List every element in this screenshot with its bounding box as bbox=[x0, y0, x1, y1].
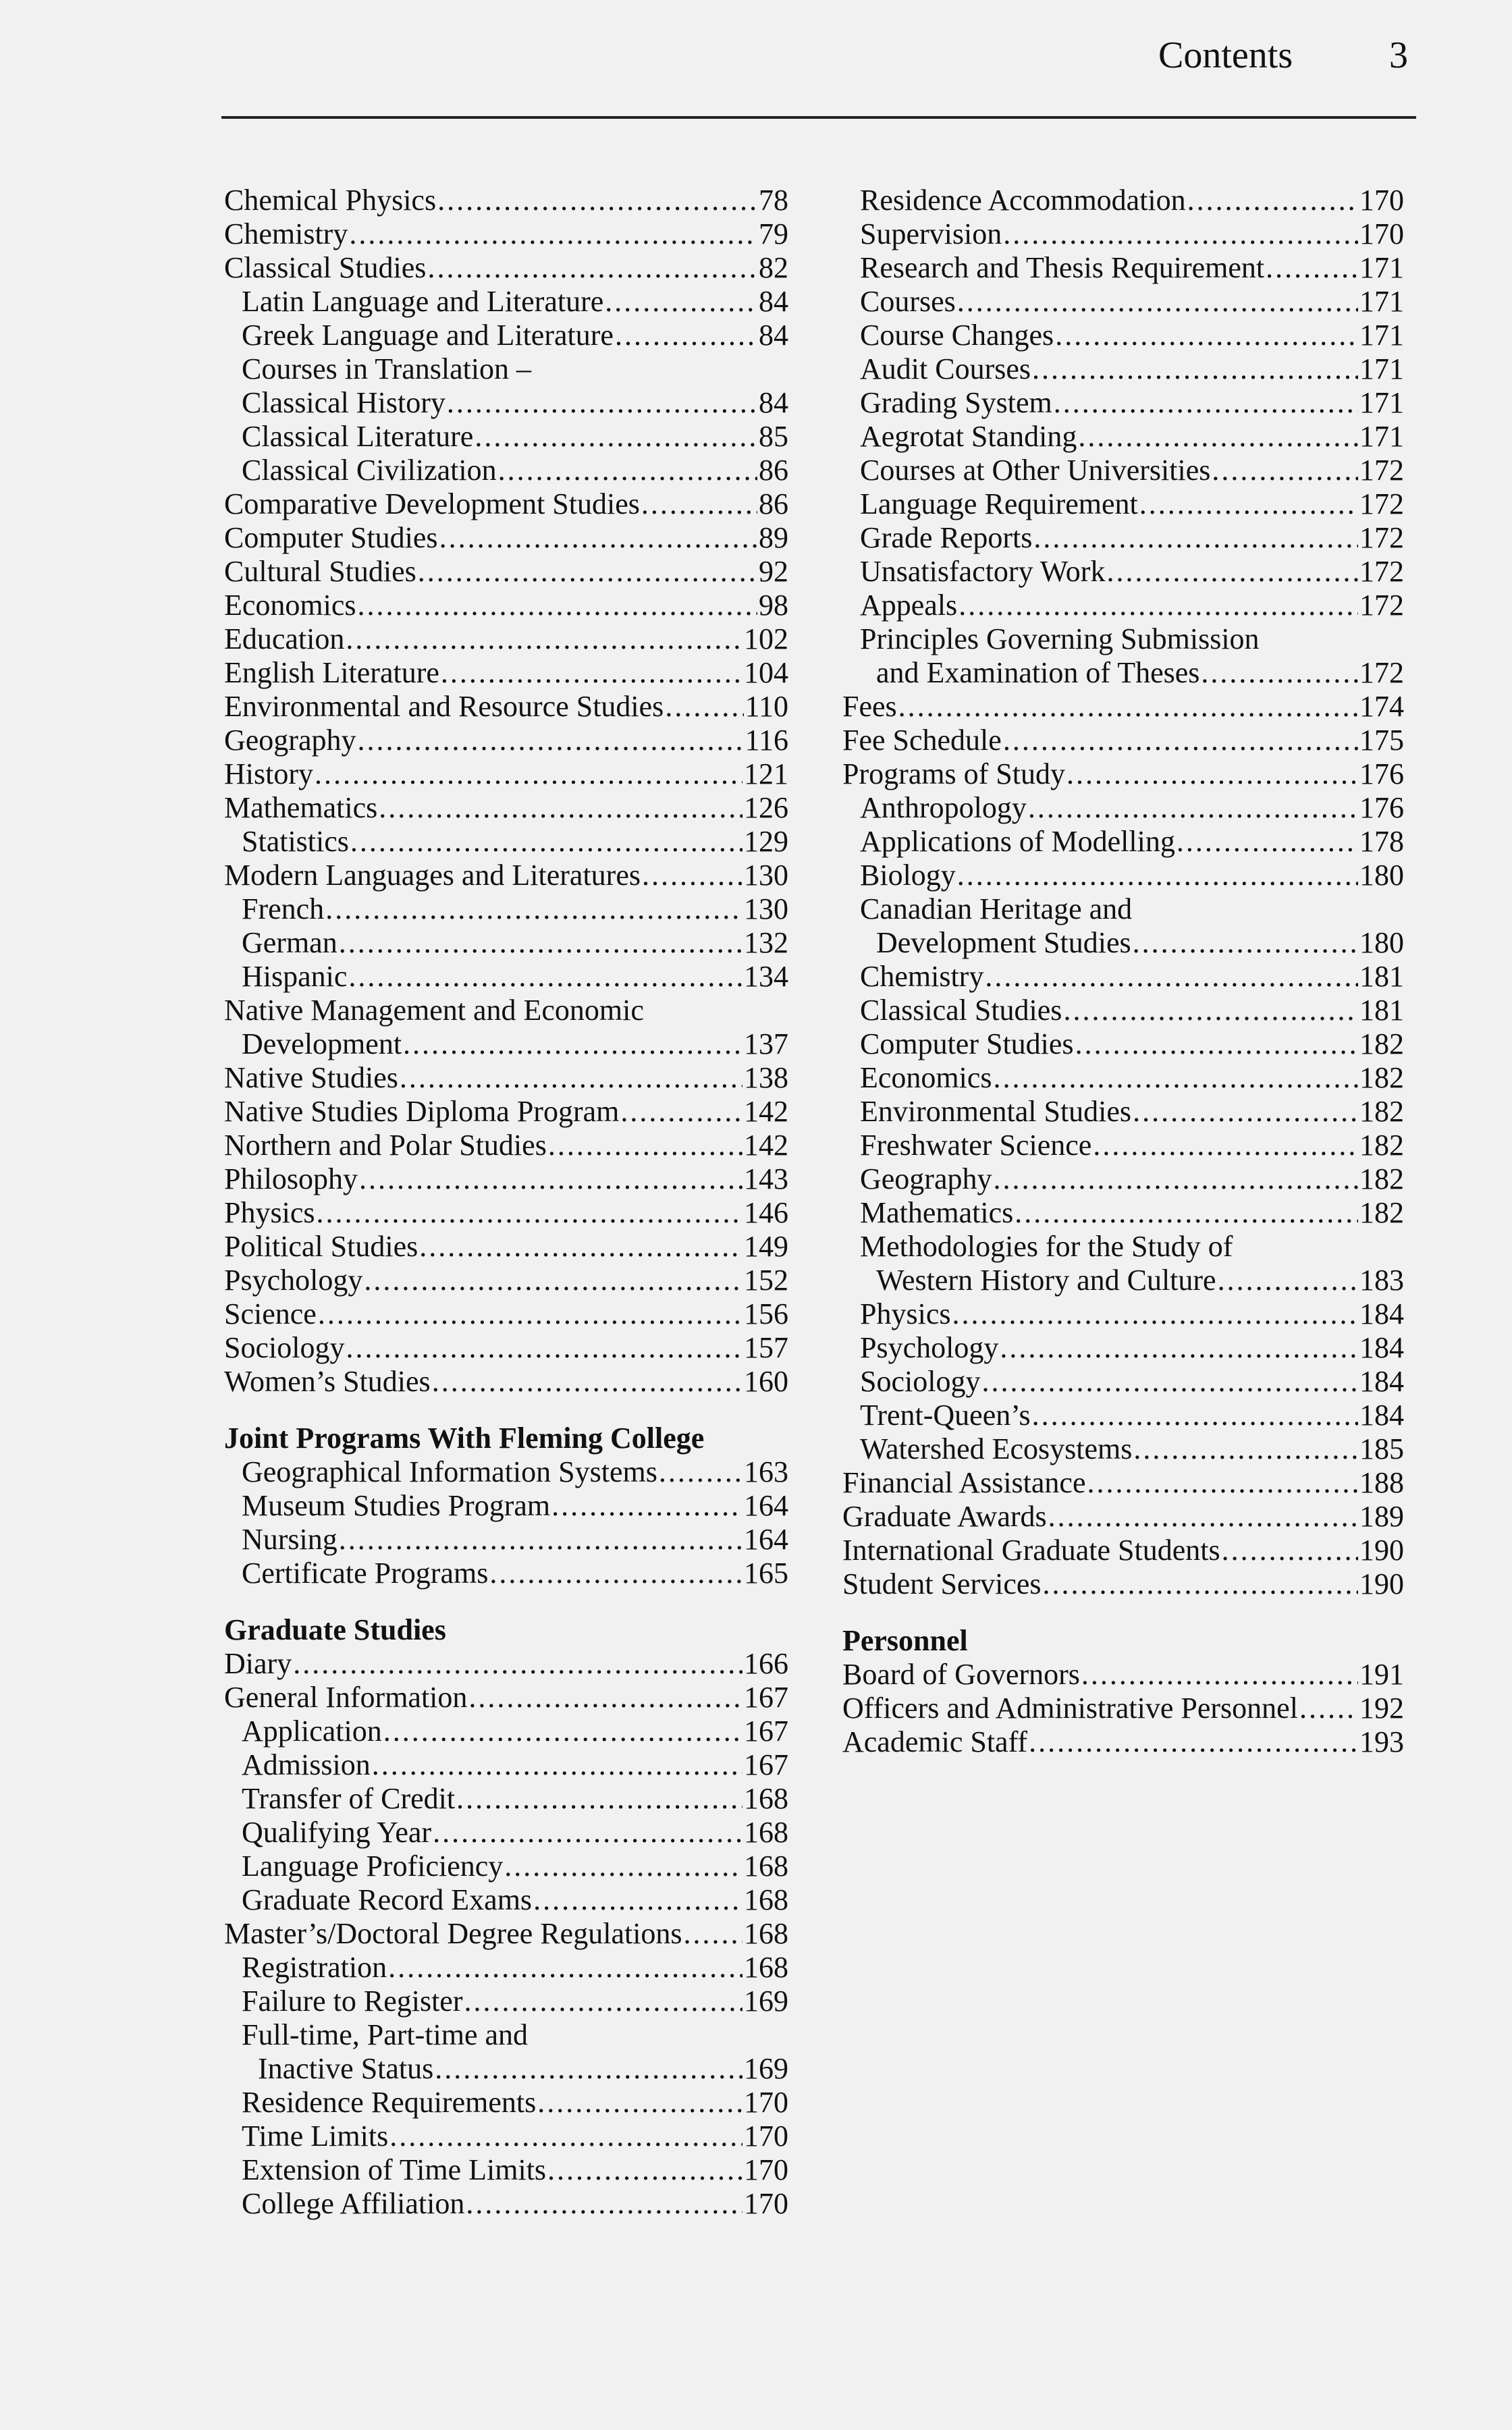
toc-entry: Comparative Development Studies ..... 86 bbox=[224, 487, 788, 521]
toc-right-column bbox=[842, 184, 1404, 1759]
toc-entry: Women’s Studies ..... 160 bbox=[224, 1365, 788, 1399]
toc-entry: Philosophy ..... 143 bbox=[224, 1162, 788, 1196]
toc-entry: Financial Assistance ..... 188 bbox=[842, 1466, 1404, 1500]
toc-entry: Physics ..... 184 bbox=[842, 1297, 1404, 1331]
toc-entry: Hispanic ..... 134 bbox=[224, 960, 788, 994]
toc-entry: Chemistry ..... 79 bbox=[224, 217, 788, 251]
toc-entry-line: Methodologies for the Study of bbox=[860, 1230, 1233, 1263]
toc-entry: Physics ..... 146 bbox=[224, 1196, 788, 1230]
toc-entry: Freshwater Science ..... 182 bbox=[842, 1129, 1404, 1162]
toc-entry: Graduate Awards ..... 189 bbox=[842, 1500, 1404, 1534]
toc-entry: and Examination of Theses ..... 172 bbox=[842, 656, 1404, 690]
toc-entry: Graduate Record Exams ..... 168 bbox=[224, 1883, 788, 1917]
toc-entry: Grading System ..... 171 bbox=[842, 386, 1404, 420]
toc-entry: Classical Studies ..... 82 bbox=[224, 251, 788, 285]
toc-entry: Registration ..... 168 bbox=[224, 1951, 788, 1985]
toc-entry: Classical Studies ..... 181 bbox=[842, 994, 1404, 1027]
section-heading-fleming: Joint Programs With Fleming College bbox=[224, 1422, 705, 1455]
toc-entry: Development Studies ..... 180 bbox=[842, 926, 1404, 960]
toc-entry: German ..... 132 bbox=[224, 926, 788, 960]
toc-entry: Geographical Information Systems ..... 163 bbox=[224, 1455, 788, 1489]
toc-entry: General Information ..... 167 bbox=[224, 1681, 788, 1714]
toc-entry: Applications of Modelling ..... 178 bbox=[842, 825, 1404, 859]
toc-entry: Trent-Queen’s ..... 184 bbox=[842, 1399, 1404, 1432]
toc-entry: Sociology ..... 184 bbox=[842, 1365, 1404, 1399]
toc-entry: International Graduate Students ..... 190 bbox=[842, 1534, 1404, 1567]
toc-entry: Time Limits ..... 170 bbox=[224, 2120, 788, 2153]
toc-entry: Application ..... 167 bbox=[224, 1714, 788, 1748]
header-title: Contents bbox=[1158, 34, 1293, 76]
toc-entry: Unsatisfactory Work ..... 172 bbox=[842, 555, 1404, 589]
toc-entry-line: Canadian Heritage and bbox=[860, 892, 1133, 925]
toc-entry: Research and Thesis Requirement ..... 171 bbox=[842, 251, 1404, 285]
toc-entry: Nursing ..... 164 bbox=[224, 1523, 788, 1557]
header-rule bbox=[221, 116, 1416, 119]
toc-entry: Classical History ..... 84 bbox=[224, 386, 788, 420]
toc-entry: Aegrotat Standing ..... 171 bbox=[842, 420, 1404, 454]
toc-entry-line: Full-time, Part-time and bbox=[242, 2018, 529, 2051]
toc-entry: Classical Civilization ..... 86 bbox=[224, 454, 788, 487]
toc-entry: Fees ..... 174 bbox=[842, 690, 1404, 724]
toc-entry: Geography ..... 116 bbox=[224, 724, 788, 757]
toc-entry: Grade Reports ..... 172 bbox=[842, 521, 1404, 555]
toc-entry: Education ..... 102 bbox=[224, 622, 788, 656]
toc-entry: Latin Language and Literature ..... 84 bbox=[224, 285, 788, 319]
toc-entry: Diary ..... 166 bbox=[224, 1647, 788, 1681]
toc-entry: Psychology ..... 184 bbox=[842, 1331, 1404, 1365]
toc-entry: Classical Literature ..... 85 bbox=[224, 420, 788, 454]
toc-entry-line: Native Management and Economic bbox=[224, 994, 644, 1027]
toc-entry: Failure to Register ..... 169 bbox=[224, 1985, 788, 2018]
toc-entry: Native Studies Diploma Program ..... 142 bbox=[224, 1095, 788, 1129]
toc-entry: Master’s/Doctoral Degree Regulations ..... 168 bbox=[224, 1917, 788, 1951]
section-heading-personnel: Personnel bbox=[842, 1624, 968, 1657]
toc-entry-line: Courses in Translation – bbox=[242, 352, 532, 385]
toc-entry: Computer Studies ..... 182 bbox=[842, 1027, 1404, 1061]
toc-entry: Northern and Polar Studies ..... 142 bbox=[224, 1129, 788, 1162]
toc-left-column bbox=[224, 184, 788, 2221]
toc-entry: Political Studies ..... 149 bbox=[224, 1230, 788, 1264]
toc-entry: Chemical Physics ..... 78 bbox=[224, 184, 788, 217]
toc-entry: Courses ..... 171 bbox=[842, 285, 1404, 319]
toc-entry: Academic Staff ..... 193 bbox=[842, 1725, 1404, 1759]
toc-entry: Chemistry ..... 181 bbox=[842, 960, 1404, 994]
toc-entry: Certificate Programs ..... 165 bbox=[224, 1557, 788, 1590]
toc-entry: Fee Schedule ..... 175 bbox=[842, 724, 1404, 757]
toc-entry: Sociology ..... 157 bbox=[224, 1331, 788, 1365]
toc-entry: Extension of Time Limits ..... 170 bbox=[224, 2153, 788, 2187]
running-header bbox=[0, 27, 1512, 122]
toc-entry: Student Services ..... 190 bbox=[842, 1567, 1404, 1601]
toc-entry: Modern Languages and Literatures ..... 130 bbox=[224, 859, 788, 892]
toc-entry: Anthropology ..... 176 bbox=[842, 791, 1404, 825]
toc-entry: Board of Governors ..... 191 bbox=[842, 1658, 1404, 1692]
toc-entry: Museum Studies Program ..... 164 bbox=[224, 1489, 788, 1523]
toc-entry: Environmental and Resource Studies ..... 110 bbox=[224, 690, 788, 724]
toc-entry: Audit Courses ..... 171 bbox=[842, 352, 1404, 386]
toc-entry: Environmental Studies ..... 182 bbox=[842, 1095, 1404, 1129]
toc-entry: Mathematics ..... 126 bbox=[224, 791, 788, 825]
toc-entry: Economics ..... 182 bbox=[842, 1061, 1404, 1095]
toc-entry: English Literature ..... 104 bbox=[224, 656, 788, 690]
toc-entry: Economics ..... 98 bbox=[224, 589, 788, 622]
toc-entry: Transfer of Credit ..... 168 bbox=[224, 1782, 788, 1816]
toc-entry: Admission ..... 167 bbox=[224, 1748, 788, 1782]
toc-entry: French ..... 130 bbox=[224, 892, 788, 926]
toc-entry: Watershed Ecosystems ..... 185 bbox=[842, 1432, 1404, 1466]
section-heading-graduate: Graduate Studies bbox=[224, 1613, 446, 1646]
toc-entry: Residence Accommodation ..... 170 bbox=[842, 184, 1404, 217]
toc-entry: Development ..... 137 bbox=[224, 1027, 788, 1061]
toc-entry: Science ..... 156 bbox=[224, 1297, 788, 1331]
toc-entry: Cultural Studies ..... 92 bbox=[224, 555, 788, 589]
toc-entry: Appeals ..... 172 bbox=[842, 589, 1404, 622]
toc-entry: Native Studies ..... 138 bbox=[224, 1061, 788, 1095]
toc-entry: Greek Language and Literature ..... 84 bbox=[224, 319, 788, 352]
toc-entry: Programs of Study ..... 176 bbox=[842, 757, 1404, 791]
header-page-number: 3 bbox=[1389, 34, 1408, 76]
toc-entry: Officers and Administrative Personnel ..... 192 bbox=[842, 1692, 1404, 1725]
toc-entry: History ..... 121 bbox=[224, 757, 788, 791]
toc-entry: College Affiliation ..... 170 bbox=[224, 2187, 788, 2221]
toc-entry: Psychology ..... 152 bbox=[224, 1264, 788, 1297]
toc-entry: Qualifying Year ..... 168 bbox=[224, 1816, 788, 1850]
toc-entry: Language Proficiency ..... 168 bbox=[224, 1850, 788, 1883]
toc-entry: Western History and Culture ..... 183 bbox=[842, 1264, 1404, 1297]
toc-entry: Courses at Other Universities ..... 172 bbox=[842, 454, 1404, 487]
toc-entry-line: Principles Governing Submission bbox=[860, 622, 1260, 655]
toc-entry: Residence Requirements ..... 170 bbox=[224, 2086, 788, 2120]
toc-entry: Biology ..... 180 bbox=[842, 859, 1404, 892]
toc-entry: Language Requirement ..... 172 bbox=[842, 487, 1404, 521]
toc-entry: Computer Studies ..... 89 bbox=[224, 521, 788, 555]
toc-entry: Supervision ..... 170 bbox=[842, 217, 1404, 251]
toc-entry: Course Changes ..... 171 bbox=[842, 319, 1404, 352]
toc-entry: Geography ..... 182 bbox=[842, 1162, 1404, 1196]
toc-entry: Mathematics ..... 182 bbox=[842, 1196, 1404, 1230]
toc-entry: Inactive Status ..... 169 bbox=[224, 2052, 788, 2086]
toc-entry: Statistics ..... 129 bbox=[224, 825, 788, 859]
